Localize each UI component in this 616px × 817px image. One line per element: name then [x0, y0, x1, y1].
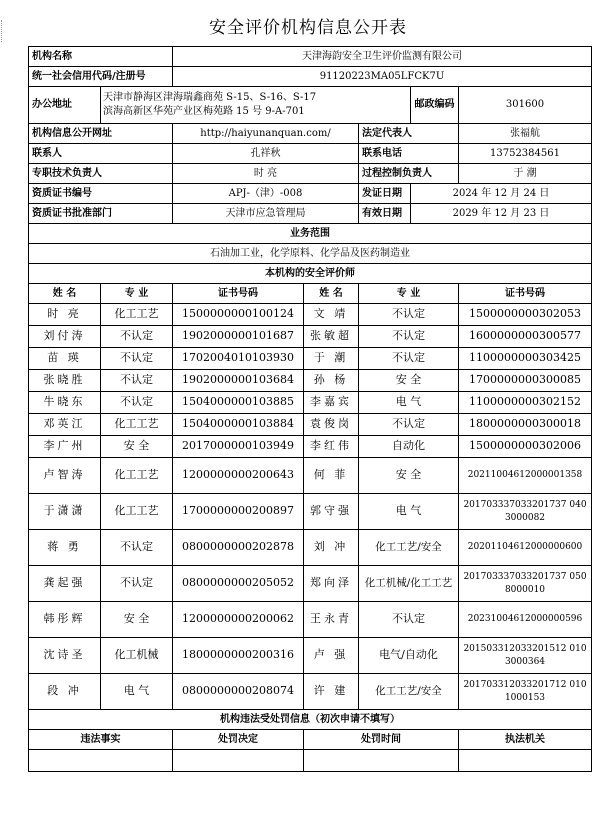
evaluator-name: 郭守强: [304, 494, 359, 530]
evaluator-cert-no: 201703312033201712 0101000153: [459, 674, 592, 710]
business-scope-heading: 业务范围: [29, 224, 592, 244]
postal-code-label: 邮政编码: [411, 87, 459, 124]
evaluator-major: 不认定: [359, 602, 459, 638]
evaluator-name: 王永青: [304, 602, 359, 638]
address-line-2: 滨海高新区华苑产业区梅苑路 15 号 9-A-701: [103, 106, 305, 117]
evaluator-name: 何 菲: [304, 458, 359, 494]
evaluator-cert-no: 1504000000103885: [173, 392, 304, 414]
evaluator-major: 化工工艺/安全: [359, 530, 459, 566]
valid-until-value: 2029 年 12 月 23 日: [411, 204, 592, 224]
penalty-cell-decision: [173, 750, 304, 772]
evaluator-major: 不认定: [101, 326, 173, 348]
evaluator-major: 安 全: [101, 602, 173, 638]
evaluator-major: 不认定: [101, 566, 173, 602]
evaluator-major: 不认定: [359, 414, 459, 436]
process-lead-value: 于 潮: [459, 164, 592, 184]
evaluator-cert-no: 1702004010103930: [173, 348, 304, 370]
col-major-2: 专 业: [359, 284, 459, 304]
evaluator-cert-no: 1500000000302053: [459, 304, 592, 326]
evaluator-major: 电 气: [101, 674, 173, 710]
evaluator-major: 自动化: [359, 436, 459, 458]
credit-code-label: 统一社会信用代码/注册号: [29, 67, 173, 87]
table-row: [29, 602, 592, 638]
evaluator-name: 苗 瑛: [29, 348, 101, 370]
evaluator-major: 化工工艺/安全: [359, 674, 459, 710]
evaluator-name: 卢智涛: [29, 458, 101, 494]
valid-until-label: 有效日期: [359, 204, 411, 224]
evaluator-name: 张敏超: [304, 326, 359, 348]
evaluator-major: 不认定: [101, 392, 173, 414]
evaluators-header-row: [29, 284, 592, 304]
evaluator-cert-no: 1800000000200316: [173, 638, 304, 674]
table-row: [29, 414, 592, 436]
col-major-1: 专 业: [101, 284, 173, 304]
evaluator-cert-no: 1800000000300018: [459, 414, 592, 436]
table-row: [29, 566, 592, 602]
evaluator-name: 袁俊岗: [304, 414, 359, 436]
penalty-col-facts: 违法事实: [29, 730, 173, 750]
table-row: [29, 638, 592, 674]
evaluator-major: 电气/自动化: [359, 638, 459, 674]
penalty-heading: 机构违法受处罚信息（初次申请不填写）: [29, 710, 592, 730]
evaluator-name: 许 建: [304, 674, 359, 710]
evaluator-major: 安 全: [101, 436, 173, 458]
evaluator-name: 刘 冲: [304, 530, 359, 566]
credit-code-value: 91120223MA05LFCK7U: [173, 67, 592, 87]
evaluator-name: 郑向泽: [304, 566, 359, 602]
contact-value: 孔祥秋: [173, 144, 359, 164]
address-line-1: 天津市静海区津海瑞鑫商苑 S-15、S-16、S-17: [103, 91, 317, 103]
postal-code-value: 301600: [459, 87, 592, 124]
evaluator-cert-no: 1100000000303425: [459, 348, 592, 370]
evaluator-name: 李广州: [29, 436, 101, 458]
evaluator-name: 沈诗圣: [29, 638, 101, 674]
org-name-label: 机构名称: [29, 47, 173, 67]
table-row: [29, 436, 592, 458]
evaluator-name: 于潇潇: [29, 494, 101, 530]
table-row: [29, 348, 592, 370]
col-name-2: 姓 名: [304, 284, 359, 304]
table-row: [29, 326, 592, 348]
evaluator-cert-no: 1504000000103884: [173, 414, 304, 436]
penalty-cell-facts: [29, 750, 173, 772]
table-row: [29, 370, 592, 392]
org-name-value: 天津海韵安全卫生评价监测有限公司: [173, 47, 592, 67]
evaluator-cert-no: 0800000000202878: [173, 530, 304, 566]
tech-lead-value: 时 亮: [173, 164, 359, 184]
evaluator-cert-no: 1600000000300577: [459, 326, 592, 348]
evaluator-major: 化工机械/化工工艺: [359, 566, 459, 602]
evaluator-cert-no: 20201104612000000600: [459, 530, 592, 566]
evaluator-major: 电 气: [359, 494, 459, 530]
evaluator-cert-no: 1100000000302152: [459, 392, 592, 414]
evaluator-name: 时 亮: [29, 304, 101, 326]
cert-no-label: 资质证书编号: [29, 184, 173, 204]
evaluator-major: 不认定: [359, 304, 459, 326]
evaluators-heading: 本机构的安全评价师: [29, 264, 592, 284]
evaluator-cert-no: 20231004612000000596: [459, 602, 592, 638]
address-value: [101, 87, 411, 124]
address-label: 办公地址: [29, 87, 101, 124]
legal-rep-label: 法定代表人: [359, 124, 459, 144]
evaluator-major: 不认定: [101, 348, 173, 370]
penalty-header-row: [29, 730, 592, 750]
table-row: [29, 530, 592, 566]
evaluator-name: 蒋 勇: [29, 530, 101, 566]
evaluator-name: 李嘉宾: [304, 392, 359, 414]
evaluator-name: 韩彤辉: [29, 602, 101, 638]
website-label: 机构信息公开网址: [29, 124, 173, 144]
approval-dept-value: 天津市应急管理局: [173, 204, 359, 224]
issue-date-label: 发证日期: [359, 184, 411, 204]
issue-date-value: 2024 年 12 月 24 日: [411, 184, 592, 204]
contact-label: 联系人: [29, 144, 173, 164]
col-name-1: 姓 名: [29, 284, 101, 304]
evaluator-major: 不认定: [101, 530, 173, 566]
evaluator-name: 于 潮: [304, 348, 359, 370]
table-row: [29, 494, 592, 530]
penalty-empty-row: [29, 750, 592, 772]
evaluator-cert-no: 1500000000100124: [173, 304, 304, 326]
penalty-col-time: 处罚时间: [304, 730, 459, 750]
evaluator-major: 化工工艺: [101, 414, 173, 436]
evaluator-cert-no: 1700000000300085: [459, 370, 592, 392]
evaluator-cert-no: 201703337033201737 0403000082: [459, 494, 592, 530]
evaluator-name: 文 靖: [304, 304, 359, 326]
evaluator-cert-no: 20211004612000001358: [459, 458, 592, 494]
process-lead-label: 过程控制负责人: [359, 164, 459, 184]
table-row: [29, 674, 592, 710]
evaluator-cert-no: 1200000000200062: [173, 602, 304, 638]
evaluator-name: 李红伟: [304, 436, 359, 458]
table-row: [29, 458, 592, 494]
evaluator-major: 化工工艺: [101, 304, 173, 326]
page-title: 安全评价机构信息公开表: [209, 18, 407, 38]
evaluator-cert-no: 2017000000103949: [173, 436, 304, 458]
evaluator-cert-no: 201503312033201512 0103000364: [459, 638, 592, 674]
phone-label: 联系电话: [359, 144, 459, 164]
evaluator-major: 不认定: [359, 326, 459, 348]
col-cert-1: 证书号码: [173, 284, 304, 304]
table-row: [29, 392, 592, 414]
penalty-col-decision: 处罚决定: [173, 730, 304, 750]
evaluator-major: 不认定: [101, 370, 173, 392]
evaluator-cert-no: 1200000000200643: [173, 458, 304, 494]
cert-no-value: APJ-（津）-008: [173, 184, 359, 204]
evaluator-name: 刘付涛: [29, 326, 101, 348]
evaluator-cert-no: 0800000000205052: [173, 566, 304, 602]
table-row: [29, 304, 592, 326]
evaluator-cert-no: 1902000000103684: [173, 370, 304, 392]
evaluator-name: 段 冲: [29, 674, 101, 710]
col-cert-2: 证书号码: [459, 284, 592, 304]
penalty-cell-authority: [459, 750, 592, 772]
evaluator-major: 安 全: [359, 458, 459, 494]
penalty-col-authority: 执法机关: [459, 730, 592, 750]
evaluator-cert-no: 1700000000200897: [173, 494, 304, 530]
website-value: http://haiyunanquan.com/: [173, 124, 359, 144]
evaluator-cert-no: 0800000000208074: [173, 674, 304, 710]
evaluator-major: 电 气: [359, 392, 459, 414]
evaluator-major: 化工工艺: [101, 458, 173, 494]
business-scope-text: 石油加工业，化学原料、化学品及医药制造业: [29, 244, 592, 264]
evaluator-name: 龚起强: [29, 566, 101, 602]
legal-rep-value: 张福航: [459, 124, 592, 144]
evaluator-cert-no: 201703337033201737 0508000010: [459, 566, 592, 602]
evaluator-name: 张晓胜: [29, 370, 101, 392]
evaluator-cert-no: 1902000000101687: [173, 326, 304, 348]
evaluator-name: 孙 杨: [304, 370, 359, 392]
evaluator-major: 化工工艺: [101, 494, 173, 530]
evaluator-major: 不认定: [359, 348, 459, 370]
evaluator-cert-no: 1500000000302006: [459, 436, 592, 458]
penalty-cell-time: [304, 750, 459, 772]
evaluator-name: 牛晓东: [29, 392, 101, 414]
phone-value: 13752384561: [459, 144, 592, 164]
evaluator-major: 安 全: [359, 370, 459, 392]
info-table: [28, 46, 592, 772]
tech-lead-label: 专职技术负责人: [29, 164, 173, 184]
evaluator-major: 化工机械: [101, 638, 173, 674]
evaluator-name: 卢 强: [304, 638, 359, 674]
evaluator-name: 邓英江: [29, 414, 101, 436]
approval-dept-label: 资质证书批准部门: [29, 204, 173, 224]
